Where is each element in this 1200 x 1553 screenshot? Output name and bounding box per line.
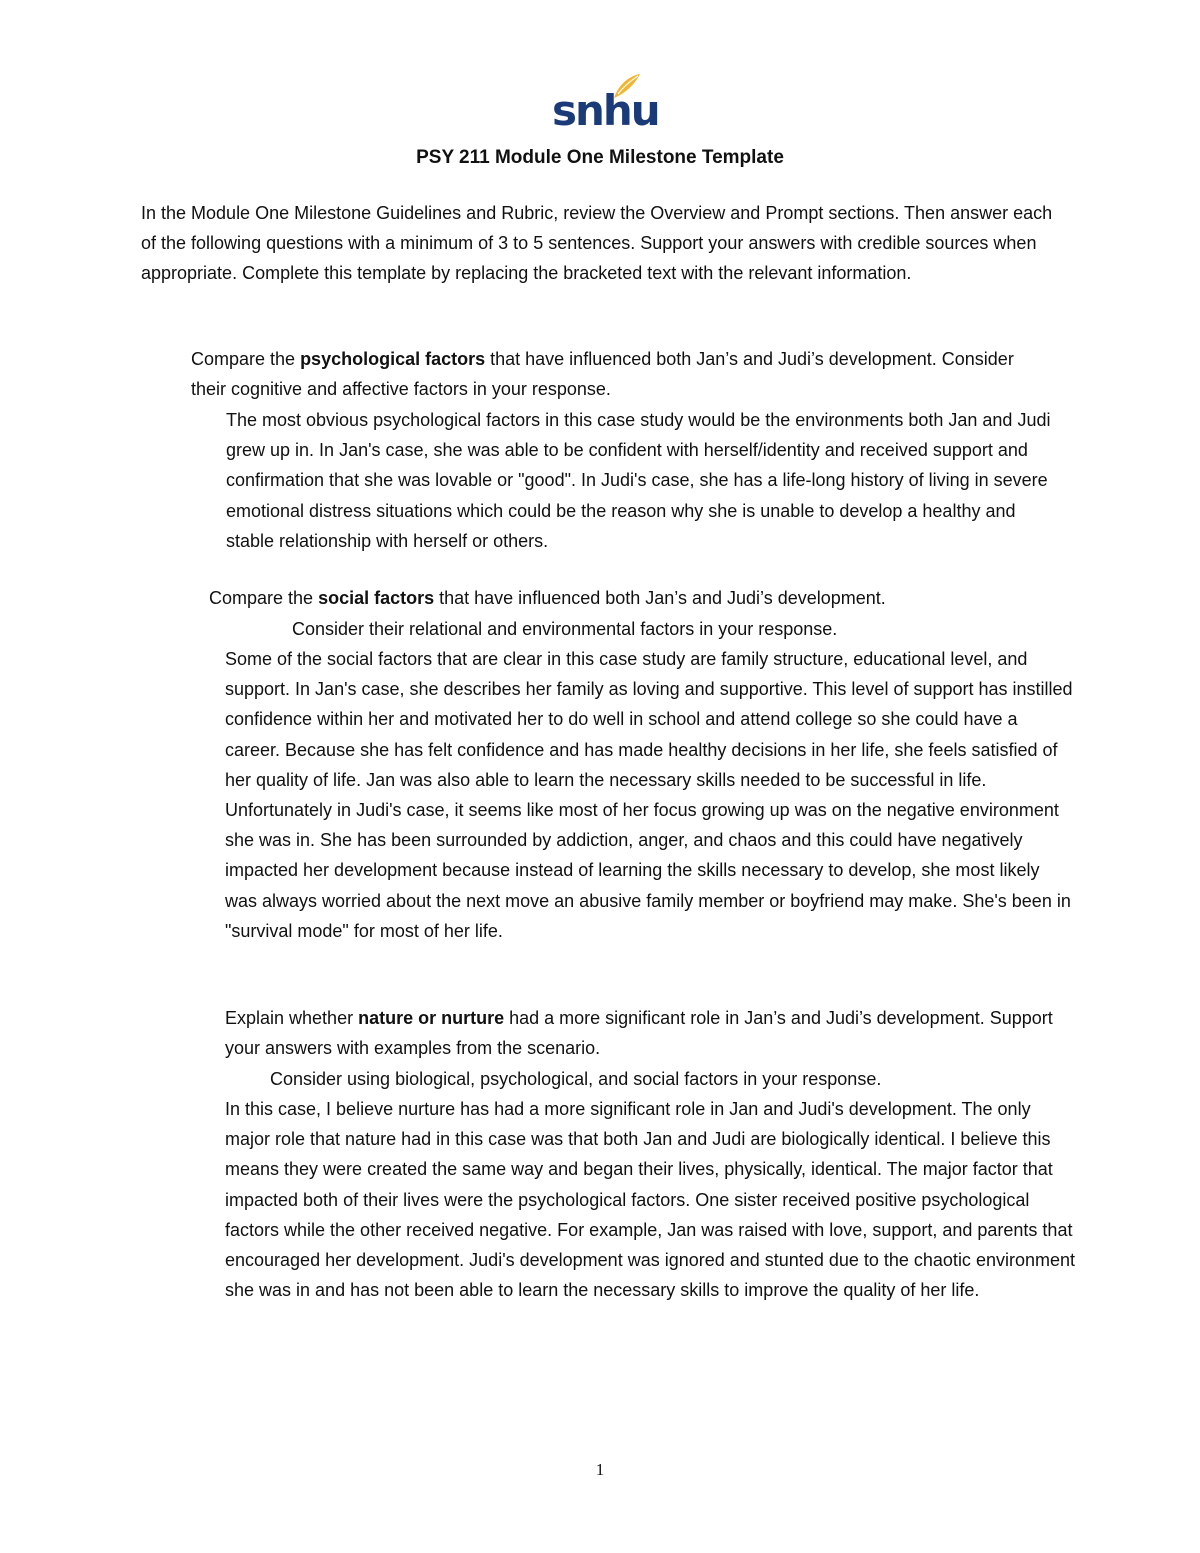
snhu-logo	[552, 72, 659, 136]
question-keyword: social factors	[318, 588, 435, 608]
question-text: Compare the	[191, 349, 301, 369]
question-keyword: nature or nurture	[358, 1008, 505, 1028]
question-text: that have influenced both Jan’s and Judi’s development.	[434, 588, 886, 608]
question-keyword: psychological factors	[300, 349, 486, 369]
answer-nature-nurture: In this case, I believe nurture has had a more significant role in Jan and Judi's development. The only major role that nature had in this case was that both Jan and Judi are biologically identical. I believe this means they were created the same way and began their lives, physically, identical. The major factor that impacted both of their lives were the psychological factors. One sister received positive psychological factors while the other received negative. For example, Jan was raised with love, support, and parents that encouraged her development. Judi's development was ignored and stunted due to the chaotic environment she was in and has not been able to learn the necessary skills to improve the quality of her life.	[225, 1099, 1075, 1301]
page-number: 1	[595, 1460, 605, 1479]
answer-social-factors: Some of the social factors that are clear in this case study are family structure, educational level, and support. In Jan's case, she describes her family as loving and supportive. This level of support has instilled confidence within her and motivated her to do well in school and attend college so she could have a career. Because she has felt confidence and has made healthy decisions in her life, she feels satisfied of her quality of life. Jan was also able to learn the necessary skills needed to be successful in life. Unfortunately in Judi's case, it seems like most of her focus growing up was on the negative environment she was in. She has been surrounded by addiction, anger, and chaos and this could have negatively impacted her development because instead of learning the skills necessary to develop, she most likely was always worried about the next move an abusive family member or boyfriend may make. She's been in "survival mode" for most of her life.	[225, 649, 1073, 941]
question-text: Explain whether	[225, 1008, 359, 1028]
question-text: that have influenced both Jan’s and Judi’s development. Consider their cognitive and affective factors in your response.	[191, 349, 1014, 400]
question-nature-nurture-note: Consider using biological, psychological, and social factors in your response.	[270, 1069, 882, 1089]
question-text: Compare the	[209, 588, 319, 608]
question-nature-nurture	[225, 1003, 1075, 1063]
intro-paragraph: In the Module One Milestone Guidelines and Rubric, review the Overview and Prompt sections. Then answer each of the following questions with a minimum of 3 to 5 sentences. Support your answers with credible sources when appropriate. Complete this template by replacing the bracketed text with the relevant information.	[141, 203, 1053, 284]
page-title: PSY 211 Module One Milestone Template	[416, 147, 784, 168]
question-psychological-factors	[191, 344, 1051, 404]
answer-psychological-factors: The most obvious psychological factors in this case study would be the environments both Jan and Judi grew up in. In Jan's case, she was able to be confident with herself/identity and received support and confirmation that she was lovable or "good". In Judi's case, she has a life-long history of living in severe emotional distress situations which could be the reason why she is unable to develop a healthy and stable relationship with herself or others.	[226, 410, 1051, 551]
logo-text: snhu	[552, 86, 659, 135]
question-social-factors-note: Consider their relational and environmental factors in your response.	[292, 619, 838, 639]
question-social-factors	[209, 583, 1059, 613]
question-text: had a more significant role in Jan’s and Judi’s development. Support your answers with examples from the scenario.	[225, 1008, 1053, 1059]
